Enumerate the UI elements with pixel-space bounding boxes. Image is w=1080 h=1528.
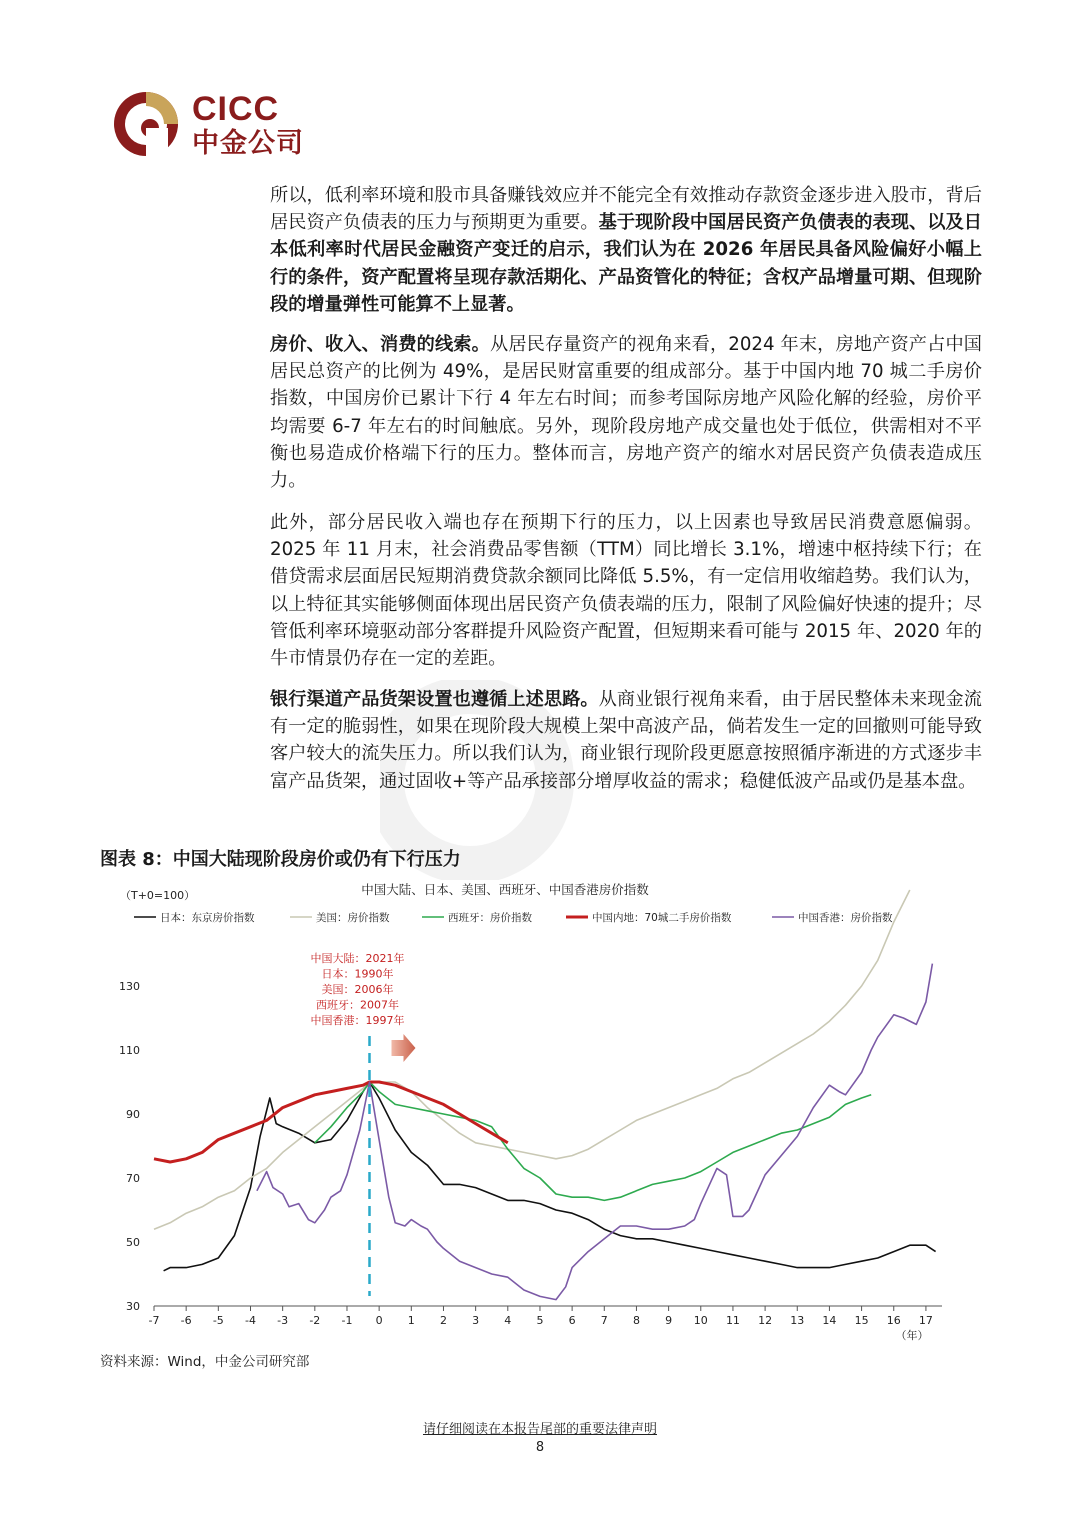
legend-label-3: 中国内地：70城二手房价指数 [592,912,732,924]
x-tick-label: 12 [758,1314,773,1327]
para4-text: 从商业银行视角来看，由于居民整体未来现金流有一定的脆弱性，如果在现阶段大规模上架中高波产品，倘若发生一定的回撤则可能导致客户较大的流失压力。所以我们认为，商业银行现阶段更愿意按照循序渐进的方式逐步丰富产品货架，通过固收+等产品承接部分增厚收益的需求；稳健低波产品或仍是基本盘。 [270,689,982,792]
x-tick-label: 11 [725,1314,740,1327]
series-group [154,890,936,1300]
series-line-1 [154,890,910,1229]
y-axis-label: （T+0=100） [120,889,196,902]
annotation-line-2: 美国：2006年 [321,983,394,996]
annotation-line-3: 西班牙：2007年 [315,998,399,1012]
paragraph-bank-channel [270,686,982,795]
legend-label-1: 美国：房价指数 [316,912,390,924]
x-tick-label: 14 [822,1314,837,1327]
x-tick-label: 5 [536,1314,544,1327]
chart-annotation [310,951,415,1296]
legend-label-2: 西班牙：房价指数 [448,912,532,924]
x-tick-label: 17 [918,1314,933,1327]
y-tick-label: 130 [119,980,140,993]
cicc-logo [112,90,304,158]
para4-heading: 银行渠道产品货架设置也遵循上述思路。 [270,689,599,710]
x-tick-label: -7 [148,1314,160,1327]
series-line-3 [154,1082,508,1162]
figure-title: 图表 8：中国大陆现阶段房价或仍有下行压力 [100,849,461,870]
x-tick-label: 9 [665,1314,673,1327]
y-tick-label: 110 [119,1044,140,1057]
paragraph-income [270,509,982,672]
series-line-2 [315,1082,871,1200]
x-tick-label: 6 [568,1314,576,1327]
x-tick-label: -1 [341,1314,353,1327]
para1-text: 所以，低利率环境和股市具备赚钱效应并不能完全有效推动存款资金逐步进入股市，背后居民资产负债表的压力与预期更为重要。 [270,185,982,234]
legend-label-0: 日本：东京房价指数 [160,912,255,924]
x-tick-label: 13 [790,1314,805,1327]
para1-emphasis: 基于现阶段中国居民资产负债表的表现、以及日本低利率时代居民金融资产变迁的启示，我们认为在 2026 年居民具备风险偏好小幅上行的条件，资产配置将呈现存款活期化、产品资管化的特征；含权产品增量可期、但现阶段的增量弹性可能算不上显著。 [270,212,982,315]
x-tick-label: 4 [504,1314,512,1327]
y-tick-label: 30 [126,1300,140,1313]
x-axis-label: （年） [895,1329,929,1342]
paragraph-housing [270,331,982,494]
legal-disclaimer-note[interactable]: 请仔细阅读在本报告尾部的重要法律声明 [422,1422,657,1437]
page-number: 8 [535,1440,545,1455]
x-tick-label: 2 [439,1314,447,1327]
x-tick-label: 8 [632,1314,640,1327]
para3-text: 此外，部分居民收入端也存在预期下行的压力，以上因素也导致居民消费意愿偏弱。2025 年 11 月末，社会消费品零售额（TTM）同比增长 3.1%，增速中枢持续下行；在借贷需求层面居民短期消费贷款余额同比降低 5.5%，有一定信用收缩趋势。我们认为，以上特征其实能够侧面体现出居民资产负债表端的压力，限制了风险偏好快速的提升；尽管低利率环境驱动部分客群提升风险资产配置，但短期来看可能与 2015 年、2020 年的牛市情景仍存在一定的差距。 [270,512,982,670]
x-tick-label: 0 [375,1314,383,1327]
x-tick-label: 15 [854,1314,869,1327]
chart-title: 中国大陆、日本、美国、西班牙、中国香港房价指数 [361,882,649,897]
x-tick-label: 7 [600,1314,608,1327]
cicc-emblem-icon [112,90,180,158]
logo-cn: 中金公司 [192,127,304,159]
paragraph-savings [270,182,982,318]
x-tick-label: -4 [245,1314,256,1327]
legend-label-4: 中国香港：房价指数 [798,912,893,924]
direction-arrow-icon [391,1034,415,1062]
x-tick-label: 3 [472,1314,480,1327]
y-tick-label: 90 [126,1108,140,1121]
x-tick-label: 10 [693,1314,708,1327]
x-tick-label: -2 [309,1314,321,1327]
y-tick-label: 50 [126,1236,140,1249]
y-tick-label: 70 [126,1172,140,1185]
chart-legend [134,911,893,924]
x-tick-label: 16 [886,1314,901,1327]
annotation-line-0: 中国大陆：2021年 [310,952,405,965]
logo-en: CICC [192,89,280,128]
para2-text: 从居民存量资产的视角来看，2024 年末，房地产资产占中国居民总资产的比例为 49%，是居民财富重要的组成部分。基于中国内地 70 城二手房价指数，中国房价已累计下行 4 年左右时间；而参考国际房地产风险化解的经验，房价平均需要 6-7 年左右的时间触底。另外，现阶段房地产成交量也处于低位，供需相对不平衡也易造成价格端下行的压力。整体而言，房地产资产的缩水对居民资产负债表造成压力。 [270,334,982,492]
annotation-line-1: 日本：1990年 [321,967,394,981]
figure-source: 资料来源：Wind，中金公司研究部 [100,1354,310,1370]
x-tick-label: -5 [212,1314,224,1327]
x-tick-label: -6 [180,1314,192,1327]
annotation-line-4: 中国香港：1997年 [310,1014,405,1027]
x-tick-label: -3 [277,1314,289,1327]
x-tick-label: 1 [407,1314,415,1327]
house-price-chart [100,876,960,1346]
para2-heading: 房价、收入、消费的线索。 [270,334,490,355]
